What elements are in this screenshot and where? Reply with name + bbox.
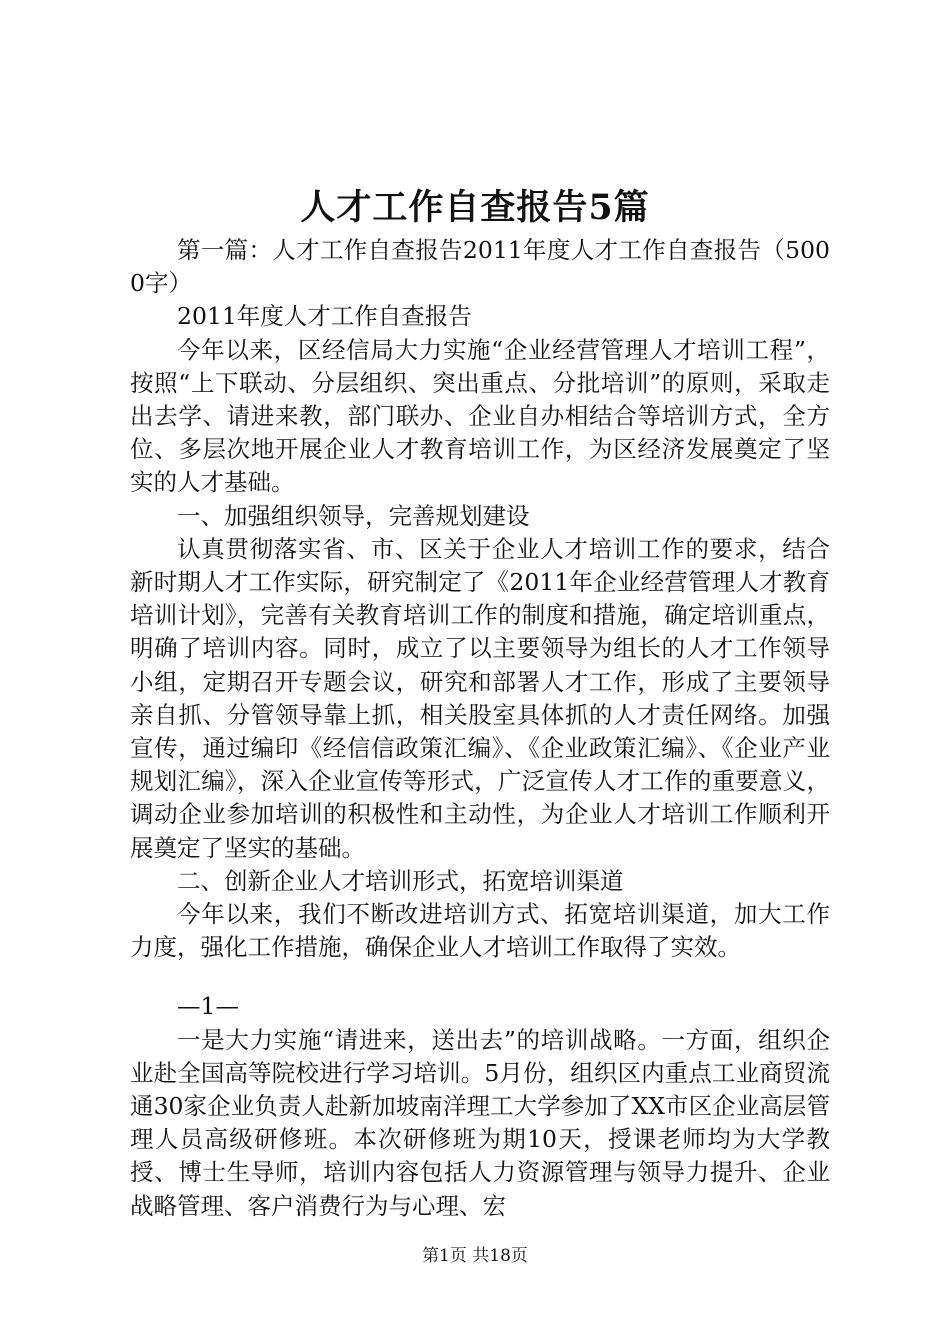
section-heading: 一、加强组织领导，完善规划建设	[177, 501, 530, 530]
document-body	[130, 234, 830, 1223]
body-paragraph: 今年以来，区经信局大力实施“企业经营管理人才培训工程”，按照“上下联动、分层组织、突出重点、分批培训”的原则，采取走出去学、请进来教，部门联办、企业自办相结合等培训方式，全方位、多层次地开展企业人才教育培训工作，为区经济发展奠定了坚实的人才基础。	[130, 335, 830, 497]
inline-page-marker: —1—	[177, 992, 239, 1021]
report-subtitle: 2011年度人才工作自查报告	[177, 302, 472, 331]
document-title: 人才工作自查报告5篇	[300, 187, 650, 228]
body-paragraph: 认真贯彻落实省、市、区关于企业人才培训工作的要求，结合新时期人才工作实际，研究制定了《2011年企业经营管理人才教育培训计划》，完善有关教育培训工作的制度和措施，确定培训重点，明确了培训内容。同时，成立了以主要领导为组长的人才工作领导小组，定期召开专题会议，研究和部署人才工作，形成了主要领导亲自抓、分管领导靠上抓，相关股室具体抓的人才责任网络。加强宣传，通过编印《经信信政策汇编》、《企业政策汇编》、《企业产业规划汇编》，深入企业宣传等形式，广泛宣传人才工作的重要意义，调动企业参加培训的积极性和主动性，为企业人才培训工作顺利开展奠定了坚实的基础。	[130, 534, 830, 862]
body-paragraph: 今年以来，我们不断改进培训方式、拓宽培训渠道，加大工作力度，强化工作措施，确保企业人才培训工作取得了实效。	[130, 900, 830, 962]
page-footer: 第1页 共18页	[422, 1246, 528, 1266]
section-heading: 二、创新企业人才培训形式，拓宽培训渠道	[177, 866, 624, 895]
body-paragraph: 第一篇：人才工作自查报告2011年度人才工作自查报告（5000字）	[130, 236, 830, 298]
body-paragraph: 一是大力实施“请进来，送出去”的培训战略。一方面，组织企业赴全国高等院校进行学习培训。5月份，组织区内重点工业商贸流通30家企业负责人赴新加坡南洋理工大学参加了XX市区企业高层管理人员高级研修班。本次研修班为期10天，授课老师均为大学教授、博士生导师，培训内容包括人力资源管理与领导力提升、企业战略管理、客户消费行为与心理、宏	[130, 1025, 830, 1220]
